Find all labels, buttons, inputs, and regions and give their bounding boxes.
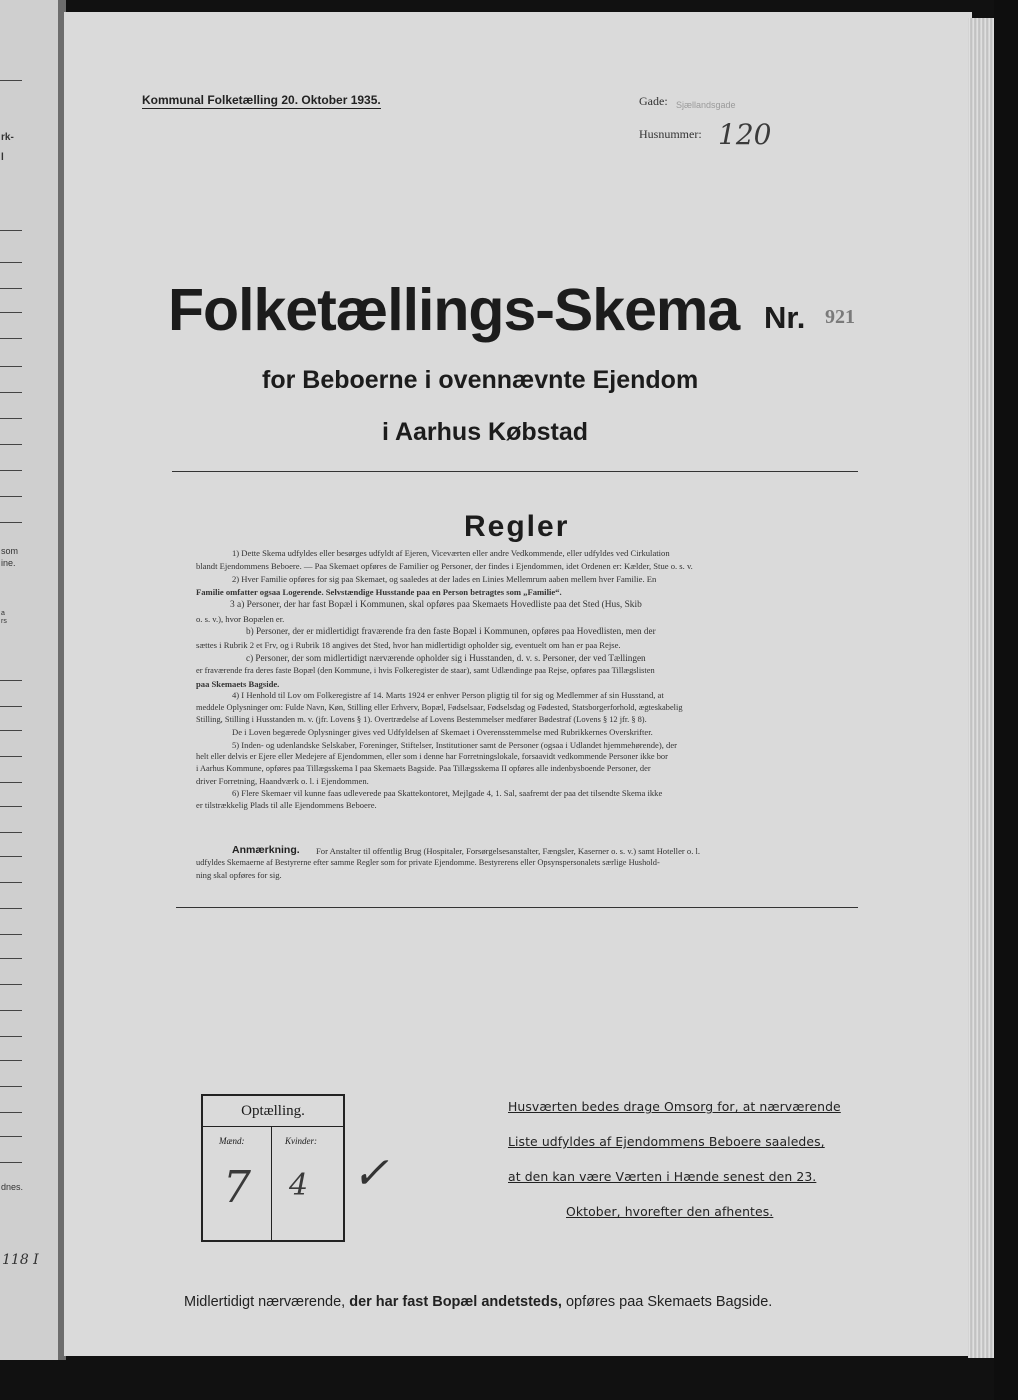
margin-fragment: ine.	[1, 558, 16, 568]
count-box-divider	[271, 1127, 272, 1240]
rules-line: 2) Hver Familie opføres for sig paa Skemaet, og saaledes at der lades en Linies Mellemrum aaben mellem hver Familie. En	[232, 574, 657, 584]
footer-part: Midlertidigt nærværende,	[184, 1294, 350, 1310]
checkmark: ✓	[352, 1148, 389, 1199]
divider	[172, 471, 858, 472]
kvinder-count: 4	[289, 1168, 309, 1203]
anmaerkning-line: udfyldes Skemaerne af Bestyrerne efter samme Regler som for private Ejendomme. Bestyrerens eller Opsynspersonalets særlige Hushold-	[196, 858, 660, 867]
rules-line: meddele Oplysninger om: Fulde Navn, Køn, Stilling eller Erhverv, Bopæl, Fødselsaar, Fødselsdag og Fødested, Statsborgerforhold, ægteskabelig	[196, 703, 683, 712]
margin-fragment: l	[1, 152, 4, 163]
form-number-label: Nr.	[764, 300, 806, 335]
husnummer-value: 120	[718, 118, 772, 151]
anmaerkning-label: Anmærkning.	[232, 844, 300, 856]
left-page-strip	[0, 0, 58, 1360]
rules-line: Familie omfatter ogsaa Logerende. Selvstændige Husstande paa en Person betragtes som „Familie“.	[196, 587, 562, 597]
footer-note	[184, 1294, 772, 1310]
form-number-value: 921	[825, 306, 855, 328]
rules-heading: Regler	[464, 510, 570, 543]
gade-label: Gade:	[639, 94, 668, 108]
rules-line: 3 a) Personer, der har fast Bopæl i Kommunen, skal opføres paa Skemaets Hovedliste paa det Sted (Hus, Skib	[230, 600, 642, 610]
anmaerkning-line: ning skal opføres for sig.	[196, 870, 282, 880]
census-header: Kommunal Folketælling 20. Oktober 1935.	[142, 93, 381, 107]
maend-count: 7	[223, 1162, 251, 1213]
page-edges	[968, 18, 994, 1358]
footer-part-bold: der har fast Bopæl andetsteds,	[349, 1294, 562, 1310]
margin-fragment: som	[1, 546, 19, 556]
maend-label: Mænd:	[219, 1136, 245, 1146]
note-line: Oktober, hvorefter den afhentes.	[566, 1204, 774, 1219]
scan-border	[994, 0, 1018, 1400]
count-box-title: Optælling.	[203, 1096, 343, 1127]
note-line: at den kan være Værten i Hænde senest den 23.	[508, 1169, 817, 1184]
rules-line: 6) Flere Skemaer vil kunne faas udleverede paa Skattekontoret, Mejlgade 4, 1. Sal, saafremt der paa det tilsendte Skema ikke	[232, 788, 663, 798]
kvinder-label: Kvinder:	[285, 1136, 317, 1146]
rules-line: 5) Inden- og udenlandske Selskaber, Foreninger, Stiftelser, Institutioner samt de Personer (ogsaa i Udlandet hjemmehørende), der	[232, 740, 677, 750]
form-location: i Aarhus Købstad	[382, 418, 589, 446]
note-line: Liste udfyldes af Ejendommens Beboere saaledes,	[508, 1134, 825, 1149]
note-line: Husværten bedes drage Omsorg for, at nærværende	[508, 1099, 841, 1114]
rules-line: paa Skemaets Bagside.	[196, 679, 280, 689]
margin-fragment: dnes.	[1, 1182, 24, 1192]
divider	[176, 907, 858, 908]
form-title: Folketællings-Skema	[168, 277, 740, 343]
husnummer-label: Husnummer:	[639, 127, 702, 141]
rules-line: c) Personer, der som midlertidigt nærværende opholder sig i Husstanden, d. v. s. Personer, der ved Tællingen	[246, 653, 646, 663]
margin-fragment: rk-	[1, 132, 14, 143]
rules-line: 1) Dette Skema udfyldes eller besørges udfyldt af Ejeren, Viceværten eller andre Vedkommende, eller udfyldes ved Cirkulation	[232, 548, 670, 558]
rules-line: b) Personer, der er midlertidigt fraværende fra den faste Bopæl i Kommunen, opføres paa Hovedlisten, men der	[246, 626, 656, 636]
anmaerkning-line: For Anstalter til offentlig Brug (Hospitaler, Forsørgelsesanstalter, Fængsler, Kaserner o. s. v.) samt Hoteller o. l.	[316, 846, 701, 856]
footer-part: opføres paa Skemaets Bagside.	[561, 1294, 773, 1310]
rules-line: o. s. v.), hvor Bopælen er.	[196, 614, 285, 624]
rules-line: De i Loven begærede Oplysninger gives ved Udfyldelsen af Skemaet i Overensstemmelse med Rubrikkernes Overskrifter.	[232, 727, 653, 737]
rules-line: helt eller delvis er Ejere eller Medejere af Ejendommen, eller som i denne har Forretningslokale, forsaavidt vedkommende Personer ikke bor	[196, 752, 668, 761]
rules-line: i Aarhus Kommune, opføres paa Tillægsskema I paa Skemaets Bagside. Paa Tillægsskema II opføres alle indenbysboende Personer, der	[196, 764, 651, 773]
rules-line: er tilstrækkelig Plads til alle Ejendommens Beboere.	[196, 800, 377, 810]
margin-fragment: 118 I	[2, 1252, 39, 1268]
rules-line: er fraværende fra deres faste Bopæl (den Kommune, i hvis Folkeregister de staar), samt Udlændinge paa Rejse, opføres paa Tillægslisten	[196, 666, 655, 675]
gade-value: Sjællandsgade	[676, 100, 736, 110]
rules-line: Stilling, Stilling i Husstanden m. v. (jfr. Lovens § 1). Overtrædelse af Lovens Bestemmelser medfører Bødestraf (Lovens § 12 jfr. § 8).	[196, 715, 647, 724]
rules-line: sættes i Rubrik 2 et Frv, og i Rubrik 18 angives det Sted, hvor han midlertidigt opholder sig, eventuelt om han er paa Rejse.	[196, 640, 621, 650]
rules-line: blandt Ejendommens Beboere. — Paa Skemaet opføres de Familier og Personer, der findes i Ejendommen, idet Ordenen er: Kælder, Stue o. s. v.	[196, 561, 693, 571]
margin-fragment: a	[1, 610, 5, 617]
margin-fragment: rs	[1, 618, 7, 625]
rules-line: 4) I Henhold til Lov om Folkeregistre af 14. Marts 1924 er enhver Person pligtig til for sig og Medlemmer af sin Husstand, at	[232, 690, 664, 700]
rules-line: driver Forretning, Haandværk o. l. i Ejendommen.	[196, 776, 369, 786]
count-box	[201, 1094, 345, 1242]
form-subtitle: for Beboerne i ovennævnte Ejendom	[262, 366, 699, 394]
